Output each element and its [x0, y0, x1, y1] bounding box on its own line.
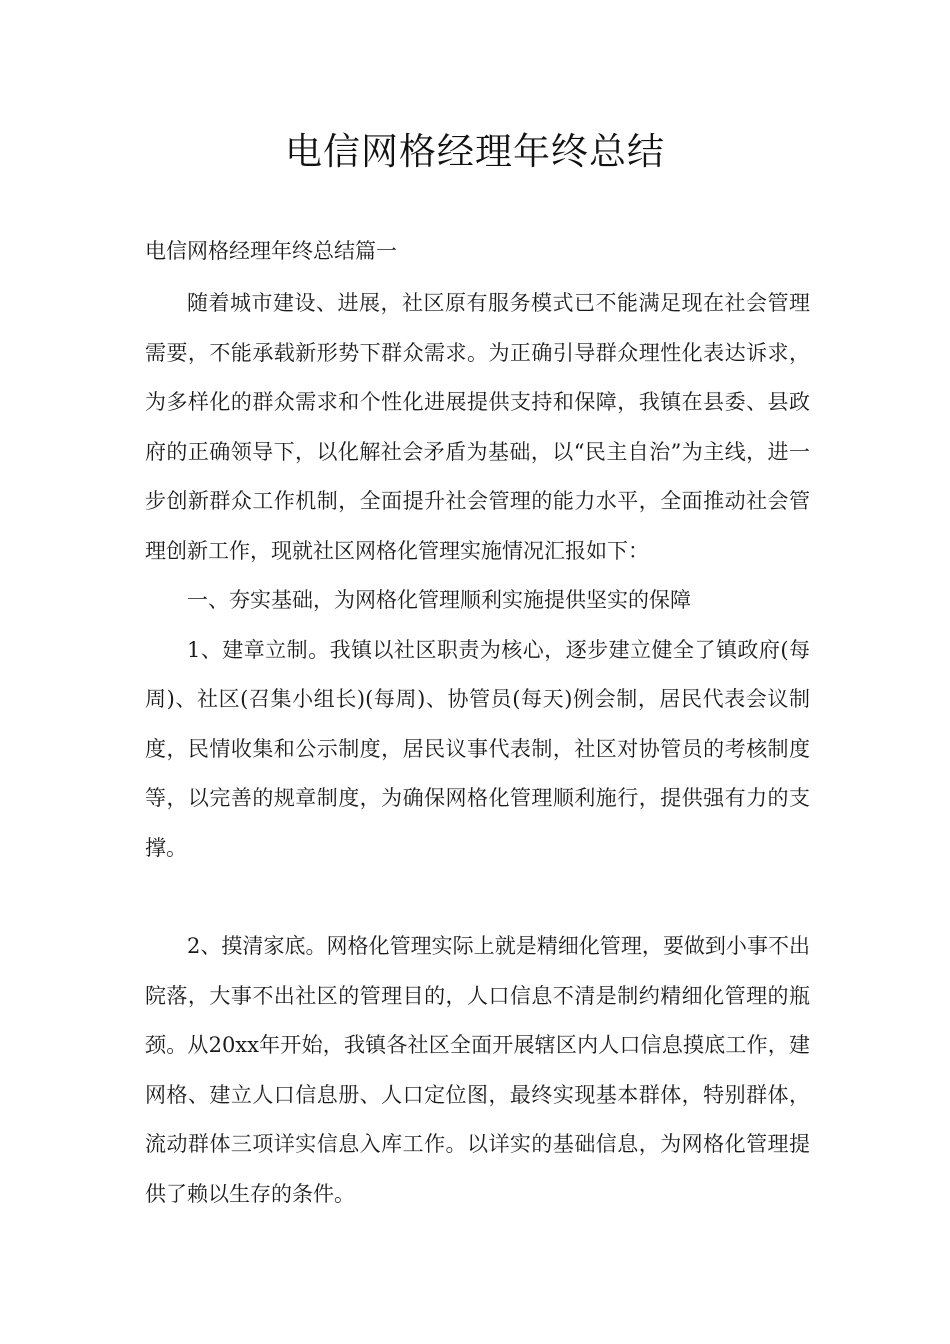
document-subtitle: 电信网格经理年终总结篇一: [145, 239, 397, 263]
paragraph-intro: 随着城市建设、进展，社区原有服务模式已不能满足现在社会管理需要，不能承载新形势下群众需求。为正确引导群众理性化表达诉求，为多样化的群众需求和个性化进展提供支持和保障，我镇在县委、县政府的正确领导下，以化解社会矛盾为基础，以“民主自治”为主线，进一步创新群众工作机制，全面提升社会管理的能力水平，全面推动社会管理创新工作，现就社区网格化管理实施情况汇报如下：: [145, 291, 810, 563]
document-title: 电信网格经理年终总结: [285, 130, 665, 173]
body-block-1: [145, 279, 810, 873]
body-block-2: [145, 922, 810, 1219]
paragraph-section-heading: 一、夯实基础，为网格化管理顺利实施提供坚实的保障: [187, 588, 691, 612]
paragraph-item-1: 1、建章立制。我镇以社区职责为核心，逐步建立健全了镇政府(每周)、社区(召集小组长)(每周)、协管员(每天)例会制，居民代表会议制度，民情收集和公示制度，居民议事代表制，社区对协管员的考核制度等，以完善的规章制度，为确保网格化管理顺利施行，提供强有力的支撑。: [145, 637, 810, 860]
paragraph-item-2: 2、摸清家底。网格化管理实际上就是精细化管理，要做到小事不出院落，大事不出社区的管理目的，人口信息不清是制约精细化管理的瓶颈。从20xx年开始，我镇各社区全面开展辖区内人口信息摸底工作，建网格、建立人口信息册、人口定位图，最终实现基本群体，特别群体，流动群体三项详实信息入库工作。以详实的基础信息，为网格化管理提供了赖以生存的条件。: [145, 934, 810, 1206]
